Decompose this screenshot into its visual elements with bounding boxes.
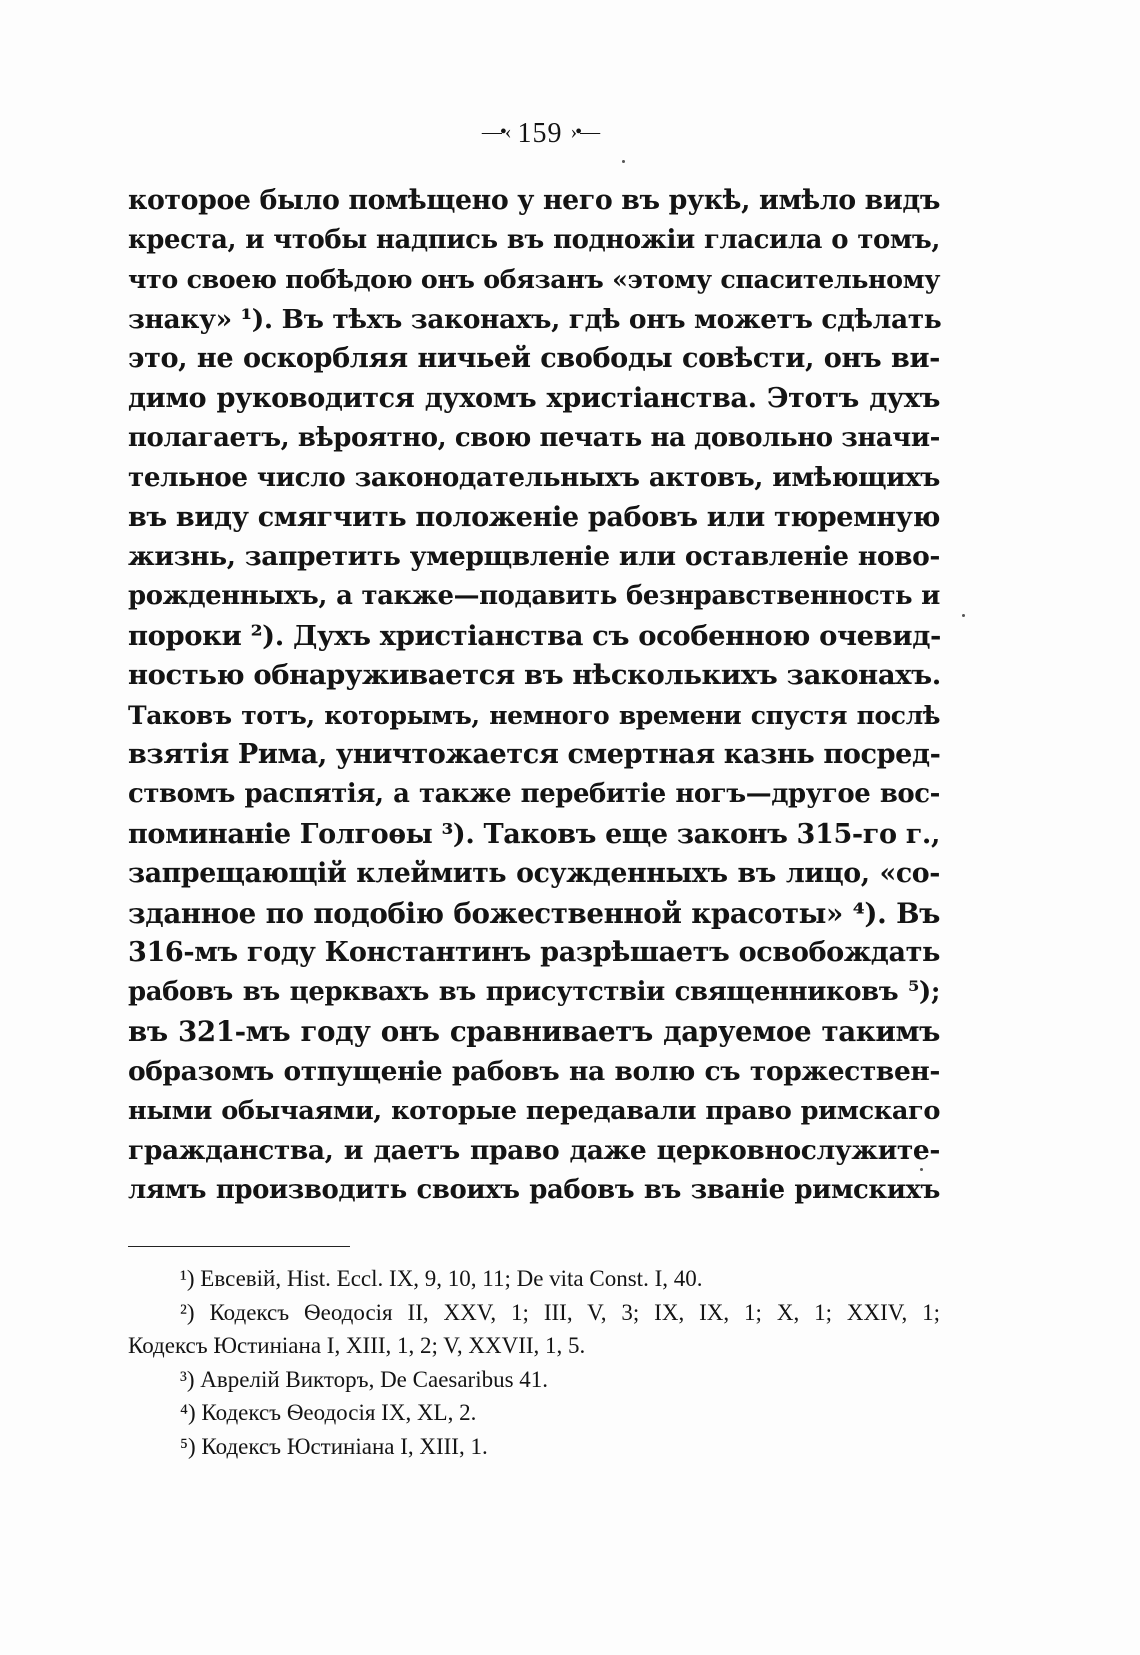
text-line: креста, и чтобы надпись въ подножіи гласила о томъ, [128, 224, 940, 255]
text-line: димо руководится духомъ христіанства. Этотъ духъ [128, 382, 940, 414]
text-line: что своею побѣдою онъ обязанъ «этому спасительному [128, 264, 940, 295]
paper-speck [962, 614, 965, 617]
text-line: это, не оскорбляя ничьей свободы совѣсти, онъ ви- [128, 343, 940, 375]
footnote-divider [128, 1246, 350, 1247]
text-line: въ виду смягчить положеніе рабовъ или тюремную [128, 501, 940, 533]
text-line: запрещающій клеймить осужденныхъ въ лицо, «со- [128, 858, 940, 890]
text-line: поминаніе Голгоѳы ³). Таковъ еще законъ 315-го г., [128, 818, 940, 850]
paper-speck [920, 1168, 923, 1171]
footnote-3: ³) Аврелій Викторъ, De Caesaribus 41. [180, 1366, 549, 1392]
text-line: образомъ отпущеніе рабовъ на волю съ торжествен- [128, 1056, 940, 1088]
text-line: зданное по подобію божественной красоты» ⁴). Въ [128, 896, 940, 930]
header-ornament-left: —•‹ [481, 121, 510, 143]
text-line: Таковъ тотъ, которымъ, немного времени спустя послѣ [128, 700, 940, 730]
footnotes [128, 1262, 940, 1463]
text-line: ствомъ распятія, а также перебитіе ногъ—другое вос- [128, 778, 940, 809]
text-line: 316-мъ году Константинъ разрѣшаетъ освобождать [128, 937, 940, 969]
text-line: пороки ²). Духъ христіанства съ особенною очевид- [128, 619, 942, 652]
header-ornament-right: ›•— [570, 121, 599, 143]
text-line: рабовъ въ церквахъ въ присутствіи священниковъ ⁵); [128, 976, 940, 1007]
page-number: 159 [517, 118, 563, 149]
footnote-4: ⁴) Кодексъ Ѳеодосія IX, XL, 2. [180, 1400, 477, 1425]
paper-speck [622, 160, 625, 163]
footnote-2: ²) Кодексъ Ѳеодосія II, XXV, 1; III, V, 3; IX, IX, 1; X, 1; XXIV, 1; [180, 1299, 940, 1325]
text-line: жизнь, запретить умерщвленіе или оставленіе ново- [128, 541, 940, 573]
text-line: взятія Рима, уничтожается смертная казнь посред- [128, 739, 941, 771]
footnote-5: ⁵) Кодексъ Юстиніана I, XIII, 1. [180, 1433, 488, 1459]
text-line: ностью обнаруживается въ нѣсколькихъ законахъ. [128, 659, 941, 692]
main-text [128, 181, 940, 1210]
footnote-2-continued: Кодексъ Юстиніана I, XIII, 1, 2; V, XXVII, 1, 5. [128, 1333, 586, 1358]
text-line: ными обычаями, которые передавали право римскаго [128, 1095, 940, 1126]
text-line: полагаетъ, вѣроятно, свою печать на довольно значи- [128, 422, 940, 453]
footnote-1: ¹) Евсевій, Hist. Eccl. IX, 9, 10, 11; De vita Const. I, 40. [180, 1266, 703, 1291]
page-header [0, 118, 1080, 150]
text-line: лямъ производить своихъ рабовъ въ званіе римскихъ [128, 1174, 940, 1205]
text-line: знаку» ¹). Въ тѣхъ законахъ, гдѣ онъ можетъ сдѣлать [128, 303, 942, 335]
text-line: гражданства, и даетъ право даже церковнослужите- [128, 1135, 940, 1167]
text-line: которое было помѣщено у него въ рукѣ, имѣло видъ [128, 185, 940, 216]
text-line: тельное число законодательныхъ актовъ, имѣющихъ [128, 462, 940, 494]
text-line: рожденныхъ, а также—подавить безнравственность и [128, 580, 940, 611]
text-line: въ 321-мъ году онъ сравниваетъ даруемое такимъ [128, 1015, 940, 1049]
